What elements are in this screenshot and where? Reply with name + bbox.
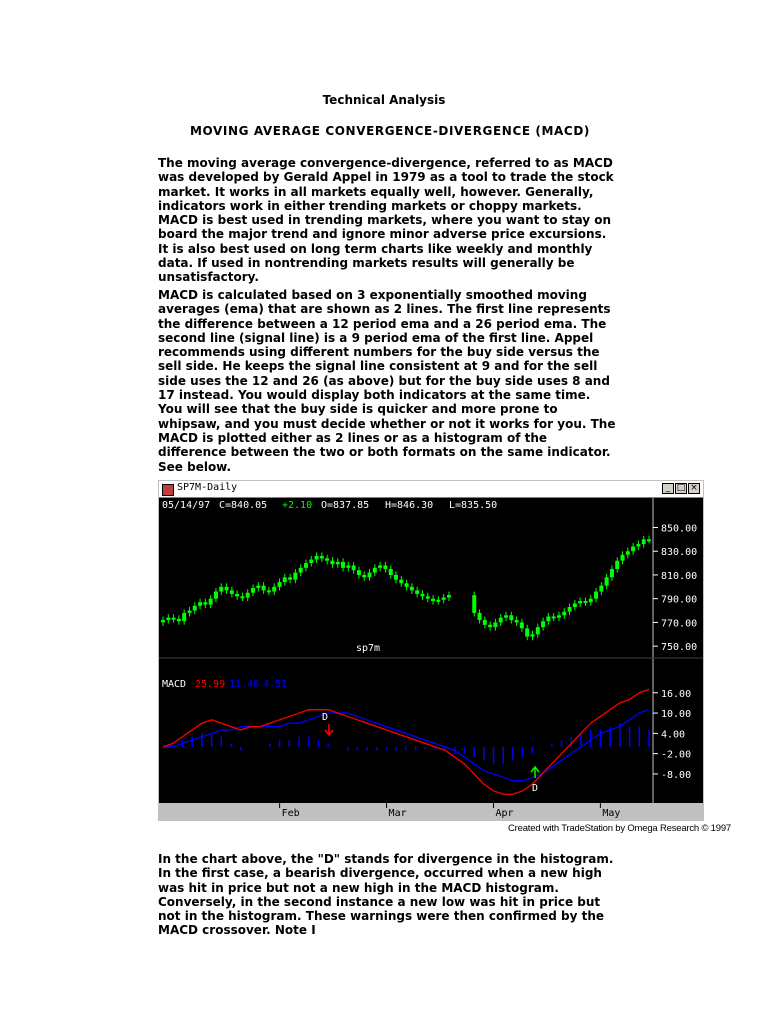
price-tick-label: 810.00 [661,570,698,582]
price-candle [378,565,382,567]
price-candle [357,570,361,575]
price-candle [325,558,329,560]
price-candle [610,569,614,577]
price-candle [515,620,519,622]
page-title: Technical Analysis [322,93,446,107]
price-candle [166,618,170,620]
price-candle [578,601,582,603]
chart-canvas [159,498,703,820]
price-candle [546,616,550,621]
price-candle [230,590,234,594]
price-tick-label: 830.00 [661,547,698,559]
price-candle [642,539,646,544]
price-candle [410,587,414,591]
price-candle [488,625,492,627]
price-candle [293,573,297,580]
price-candle [262,586,266,591]
price-candle [562,612,566,616]
price-candle [442,597,446,599]
price-candle [383,565,387,569]
price-candle [541,621,545,627]
price-candle [309,560,313,564]
price-candle [225,587,229,591]
up-arrow-icon [531,767,539,778]
price-candle [330,561,334,565]
chart-window [158,480,704,821]
price-candle [240,596,244,598]
price-candle [405,583,409,587]
divergence-mark-bullish: D [532,783,539,794]
macd-value: 25.99 [195,679,226,690]
price-candle [615,561,619,569]
price-candle [346,565,350,567]
price-candle [288,577,292,579]
macd-tick-label: 16.00 [661,688,692,700]
price-candle [177,619,181,621]
macd-tick-label: 10.00 [661,709,692,721]
price-candle [219,587,223,592]
price-candle [472,595,476,613]
price-axis [653,523,697,653]
price-tick-label: 850.00 [661,523,698,535]
price-candle [246,593,250,598]
price-candle [493,622,497,627]
price-candle [583,601,587,603]
price-candle [436,600,440,602]
price-candle [256,586,260,588]
price-candle [636,544,640,546]
time-axis [159,803,703,820]
price-candle [362,575,366,577]
quote-close: C=840.05 [219,500,268,511]
price-candle [214,592,218,599]
price-candle [272,587,276,592]
signal-line [163,710,649,781]
down-arrow-icon [325,724,333,735]
price-tick-label: 770.00 [661,618,698,630]
chart-window-title: SP7M-Daily [177,482,238,493]
price-candle [552,616,556,618]
chart-credit: Created with TradeStation by Omega Research © 1997 [508,823,732,834]
price-candle [172,618,176,620]
price-candle [605,577,609,585]
price-candle [447,595,451,597]
price-candle [531,634,535,636]
quote-date: 05/14/97 [162,500,211,511]
price-candle [420,594,424,596]
price-candle [599,586,603,592]
paragraph-macd-intro: The moving average convergence-divergence, referred to as MACD was developed by Gerald Appel in 1979 as a tool to trade the stock market. It works in all markets equally well, however. Generally, indicators work in either trending markets or choppy markets. MACD is best used in trending markets, where you want to stay on board the major trend and ignore minor adverse price excursions. It is also best used on long term charts like weekly and monthly data. If used in nontrending markets results will generally be unsatisfactory. [158,156,614,285]
price-candle [504,615,508,617]
price-candle [235,594,239,596]
histogram-value: 4.51 [263,679,288,690]
macd-tick-label: 4.00 [661,729,686,741]
price-candle [161,620,165,622]
app-icon [162,484,174,496]
price-candle [315,556,319,560]
price-candle [426,596,430,598]
price-tick-label: 790.00 [661,594,698,606]
price-candle [389,569,393,575]
macd-tick-label: -2.00 [661,749,692,761]
price-candle [352,565,356,570]
price-candle [647,539,651,541]
price-candle [626,551,630,555]
time-label: Feb [281,808,300,819]
price-candle [483,620,487,625]
quote-change: +2.10 [282,500,313,511]
price-bars [161,536,651,640]
time-label: Mar [388,808,407,819]
price-candle [304,563,308,568]
quote-high: H=846.30 [385,500,434,511]
price-candle [187,611,191,613]
price-candle [209,599,213,605]
price-candle [278,582,282,587]
price-candle [299,568,303,573]
price-candle [631,546,635,551]
price-candle [341,562,345,568]
price-candle [621,555,625,561]
price-candle [394,575,398,580]
paragraph-macd-calculation: MACD is calculated based on 3 exponentially smoothed moving averages (ema) that are shown as 2 lines. The first line represents the difference between a 12 period ema and a 26 period ema. The second line (signal line) is a 9 period ema of the first line. Appel recommends using different numbers for the buy side versus the sell side. He keeps the signal line consistent at 9 and for the sell side uses the 12 and 26 (as above) but for the buy side uses 8 and 17 instead. You would display both indicators at the same time. You will see that the buy side is quicker and more prone to whipsaw, and you must decide whether or not it works for you. The MACD is plotted either as 2 lines or as a histogram of the difference between the two or both formats on the same indicator. See below. [158,288,616,474]
signal-value: 11.48 [229,679,260,690]
time-label: May [602,808,621,819]
price-candle [589,599,593,603]
section-title: MOVING AVERAGE CONVERGENCE-DIVERGENCE (MACD) [190,124,590,138]
price-candle [368,573,372,578]
macd-line [163,689,649,794]
macd-tick-label: -8.00 [661,769,692,781]
price-candle [431,599,435,601]
price-candle [267,590,271,592]
price-candle [283,577,287,582]
price-candle [509,615,513,620]
maximize-button[interactable]: □ [676,483,686,493]
price-candle [568,607,572,612]
price-candle [193,606,197,611]
price-candle [573,603,577,607]
price-candle [499,618,503,623]
price-candle [203,602,207,604]
price-candle [520,622,524,628]
price-tick-label: 750.00 [661,642,698,654]
chart-titlebar[interactable] [159,481,703,498]
price-candle [594,592,598,599]
divergence-mark-bearish: D [322,712,329,723]
symbol-label: sp7m [356,643,381,654]
quote-open: O=837.85 [321,500,370,511]
macd-label: MACD [162,679,187,690]
time-label: Apr [495,808,514,819]
price-candle [251,588,255,593]
price-candle [557,615,561,617]
close-button[interactable]: × [688,483,700,494]
macd-axis [653,689,691,781]
price-candle [536,627,540,634]
minimize-button[interactable]: _ [662,483,674,494]
price-candle [415,590,419,594]
price-candle [478,613,482,620]
quote-low: L=835.50 [449,500,498,511]
price-candle [182,613,186,621]
price-candle [198,602,202,606]
macd-histogram [163,723,649,764]
price-candle [525,628,529,636]
price-candle [373,568,377,573]
paragraph-divergence-explanation: In the chart above, the "D" stands for divergence in the histogram. In the first case, a bearish divergence, occurred when a new high was hit in price but not a new high in the MACD histogram. Conversely, in the second instance a new low was hit in price but not in the histogram. These warnings were then confirmed by the MACD crossover. Note I [158,852,614,938]
price-candle [399,580,403,584]
price-candle [336,562,340,564]
price-candle [320,556,324,558]
